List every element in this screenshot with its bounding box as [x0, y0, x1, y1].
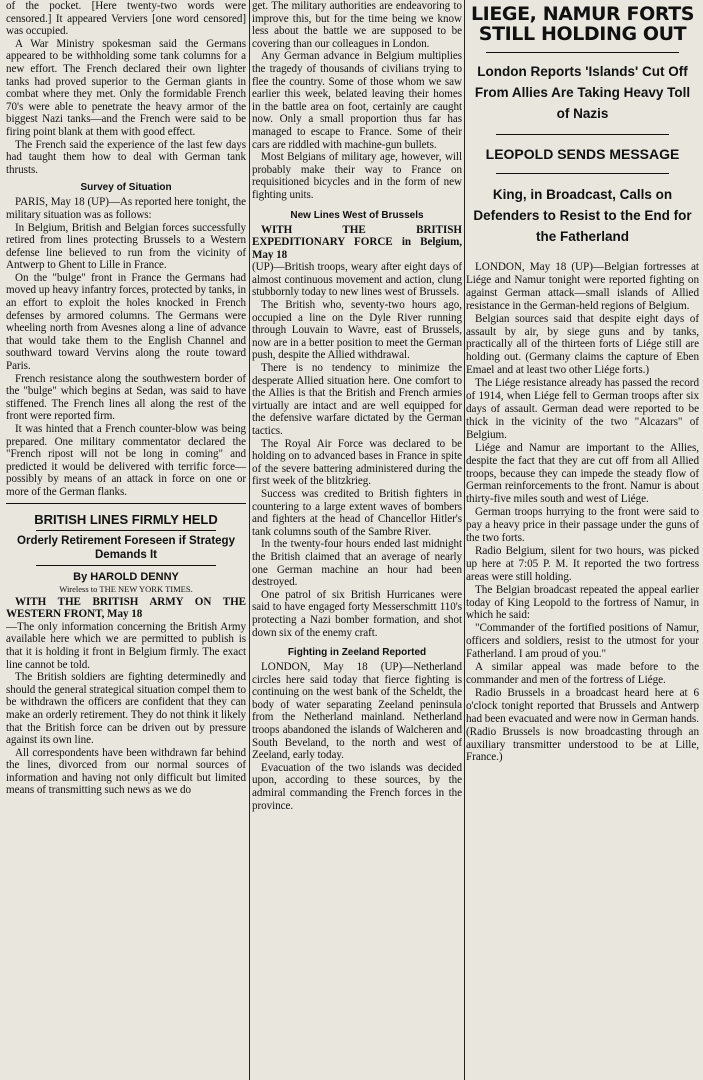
paragraph: The British soldiers are fighting determinedly and should the general strategical situation compel them to be withdrawn the officers are confident that they can make an orderly retirement. They do not think it likely that the British force can be driven out by pressure against its own line.	[6, 671, 246, 747]
dateline: WITH THE BRITISH ARMY ON THE WESTERN FRONT, May 18	[6, 595, 246, 621]
dateline: WITH THE BRITISH EXPEDITIONARY FORCE in Belgium, May 18	[252, 223, 462, 261]
divider	[6, 503, 246, 504]
paragraph: Belgian sources said that despite eight days of assault by air, by siege guns and by tanks, practically all of the thirteen forts of Liége still are holding out. (Germany claims the capture of Eben Emael and at least two other Liége forts.)	[466, 312, 699, 377]
paragraph: "Commander of the fortified positions of Namur, officers and soldiers, resist to the utmost for your Fatherland. I am proud of you."	[466, 622, 699, 661]
deck-london-reports: London Reports 'Islands' Cut Off From Allies Are Taking Heavy Toll of Nazis	[474, 64, 691, 121]
divider	[496, 134, 669, 135]
paragraph: One patrol of six British Hurricanes were said to have engaged forty Messerschmitt 110's protecting a Nazi bomber formation, and shot down six of the enemy craft.	[252, 588, 462, 639]
paragraph: LONDON, May 18 (UP)—Netherland circles here said today that fierce fighting is continuing on the west bank of the Scheldt, the body of water separating Zeeland peninsula from the Netherland mainland. Netherland troops abandoned the islands of Walcheren and South Beveland, to the north and west of Zeeland, early today.	[252, 661, 462, 762]
paragraph: German troops hurrying to the front were said to pay a heavy price in their passage under the guns of the two forts.	[466, 506, 699, 545]
subhead-new-lines: New Lines West of Brussels	[290, 209, 424, 221]
paragraph: There is no tendency to minimize the desperate Allied situation here. One comfort to the Allies is that the British and French armies virtually are intact and are well equipped for the defensive warfare dictated by the German tactics.	[252, 362, 462, 437]
paragraph: In the twenty-four hours ended last midnight the British claimed that an average of nearly one German machine an hour had been destroyed.	[252, 538, 462, 589]
deck-british-lines: Orderly Retirement Foreseen if Strategy Demands It	[17, 534, 235, 561]
column-middle	[252, 0, 462, 1080]
paragraph: The French said the experience of the last few days had taught them how to deal with German tank thrusts.	[6, 138, 246, 176]
paragraph: (UP)—British troops, weary after eight days of almost continuous movement and action, clung stubbornly today to new lines west of Brussels.	[252, 261, 462, 299]
paragraph: A similar appeal was made before to the commander and men of the fortress of Liége.	[466, 661, 699, 686]
paragraph: A War Ministry spokesman said the Germans appeared to be withholding some tank columns for a new effort. The French declared their own lighter tanks had proved superior to the German giants in combat where they met. Only the formidable French 70's were able to penetrate the heavy armor of the biggest Nazi tanks—and the French were said to be firing point blank at them with good effect.	[6, 37, 246, 138]
column-rule	[249, 0, 250, 1080]
divider	[486, 52, 679, 53]
paragraph: PARIS, May 18 (UP)—As reported here tonight, the military situation was as follows:	[6, 196, 246, 221]
deck-king-broadcast: King, in Broadcast, Calls on Defenders to Resist to the End for the Fatherland	[473, 187, 692, 244]
paragraph: Radio Belgium, silent for two hours, was picked up here at 7:05 P. M. It reported the two fortress areas were still holding.	[466, 544, 699, 583]
paragraph: Success was credited to British fighters in countering to a large extent waves of bombers and fighters at the head of Chancellor Hitler's tank columns south of the Sambre River.	[252, 487, 462, 538]
paragraph: French resistance along the southwestern border of the "bulge" which begins at Sedan, was said to have stiffened. The French lines all along the rest of the front were reported firm.	[6, 372, 246, 423]
subhead-zeeland: Fighting in Zeeland Reported	[287, 647, 427, 659]
divider	[36, 565, 216, 566]
paragraph: The Belgian broadcast repeated the appeal earlier today of King Leopold to the fortress of Namur, in which he said:	[466, 583, 699, 622]
divider	[496, 173, 669, 174]
paragraph: —The only information concerning the British Army available here which we are permitted to publish is that it is holding it front in Belgium firmly. The exact line cannot be told.	[6, 620, 246, 671]
paragraph: Radio Brussels in a broadcast heard here at 6 o'clock tonight reported that Brussels and Antwerp had been evacuated and were now in German hands. (Radio Brussels is now broadcasting through an auxiliary transmitter understood to be at Lille, France.)	[466, 686, 699, 764]
paragraph: The Royal Air Force was declared to be holding on to advanced bases in France in spite of the severe battering administered during the first week of the blitzkrieg.	[252, 437, 462, 488]
byline: By HAROLD DENNY	[73, 570, 179, 583]
paragraph: Evacuation of the two islands was decided upon, according to these sources, by the admiral commanding the French forces in the province.	[252, 761, 462, 812]
subhead-survey: Survey of Situation	[80, 182, 172, 194]
column-rule	[464, 0, 465, 1080]
paragraph: get. The military authorities are endeavoring to improve this, but for the time being we know less about the battle we are supposed to be covering than our colleagues in London.	[252, 0, 462, 50]
paragraph: LONDON, May 18 (UP)—Belgian fortresses at Liége and Namur tonight were reported fighting on against German attack—small islands of Allied resistance in the German-held regions of Belgium.	[466, 261, 699, 312]
headline-british-lines: BRITISH LINES FIRMLY HELD	[34, 511, 218, 527]
paragraph: In Belgium, British and Belgian forces successfully retired from lines protecting Brussels to a Western defense line believed to run from the vicinity of Antwerp to Ghent to Lille in France.	[6, 221, 246, 272]
paragraph: Most Belgians of military age, however, will probably make their way to France on requisitioned bicycles and in the form of new fighting units.	[252, 151, 462, 201]
paragraph: All correspondents have been withdrawn far behind the lines, divorced from our normal sources of information and having not only difficult but limited means of transmitting such news as we do	[6, 746, 246, 797]
paragraph: of the pocket. [Here twenty-two words were censored.] It appeared Verviers [one word censored] was occupied.	[6, 0, 246, 38]
divider	[36, 530, 216, 531]
wire-credit: Wireless to THE NEW YORK TIMES.	[59, 583, 193, 594]
paragraph: It was hinted that a French counter-blow was being prepared. One military commentator declared the "French ripost will not be long in coming" and predicted it would be delivered with terrific force—possibly by means of an attack in force on one or more of the German flanks.	[6, 423, 246, 498]
paragraph: Any German advance in Belgium multiplies the tragedy of thousands of civilians trying to flee the country. Some of those whom we saw earlier this week, belated leaving their homes in the battle area on foot, certainly are caught now. Only a small proportion thus far has managed to escape to France. Some of their cars are riddled with machine-gun bullets.	[252, 50, 462, 151]
main-headline: LIEGE, NAMUR FORTS STILL HOLDING OUT	[470, 3, 695, 45]
column-left	[6, 0, 248, 1080]
paragraph: The Liége resistance already has passed the record of 1914, when Liége fell to German troops after six days of assault. German dead were reported to be thick in the vicinity of the two "Alcazars" of Belgium.	[466, 377, 699, 441]
paragraph: Liége and Namur are important to the Allies, despite the fact that they are cut off from all Allied troops, because they can impede the steady flow of German reinforcements to the front. Namur is about thirty-five miles south and west of Liége.	[466, 441, 699, 506]
column-right	[466, 0, 699, 1080]
paragraph: On the "bulge" front in France the Germans had moved up heavy infantry forces, protected by tanks, in an effort to exploit the holes knocked in French defenses by armored columns. The Germans were wheeling north from Avesnes along a line of advance that would take them to the English Channel and southward toward Vervins along the route toward Paris.	[6, 271, 246, 373]
deck-leopold: LEOPOLD SENDS MESSAGE	[485, 146, 680, 162]
paragraph: The British who, seventy-two hours ago, occupied a line on the Dyle River running through Louvain to Wavre, east of Brussels, now are in a better position to meet the German push, despite the Allied withdrawal.	[252, 299, 462, 362]
